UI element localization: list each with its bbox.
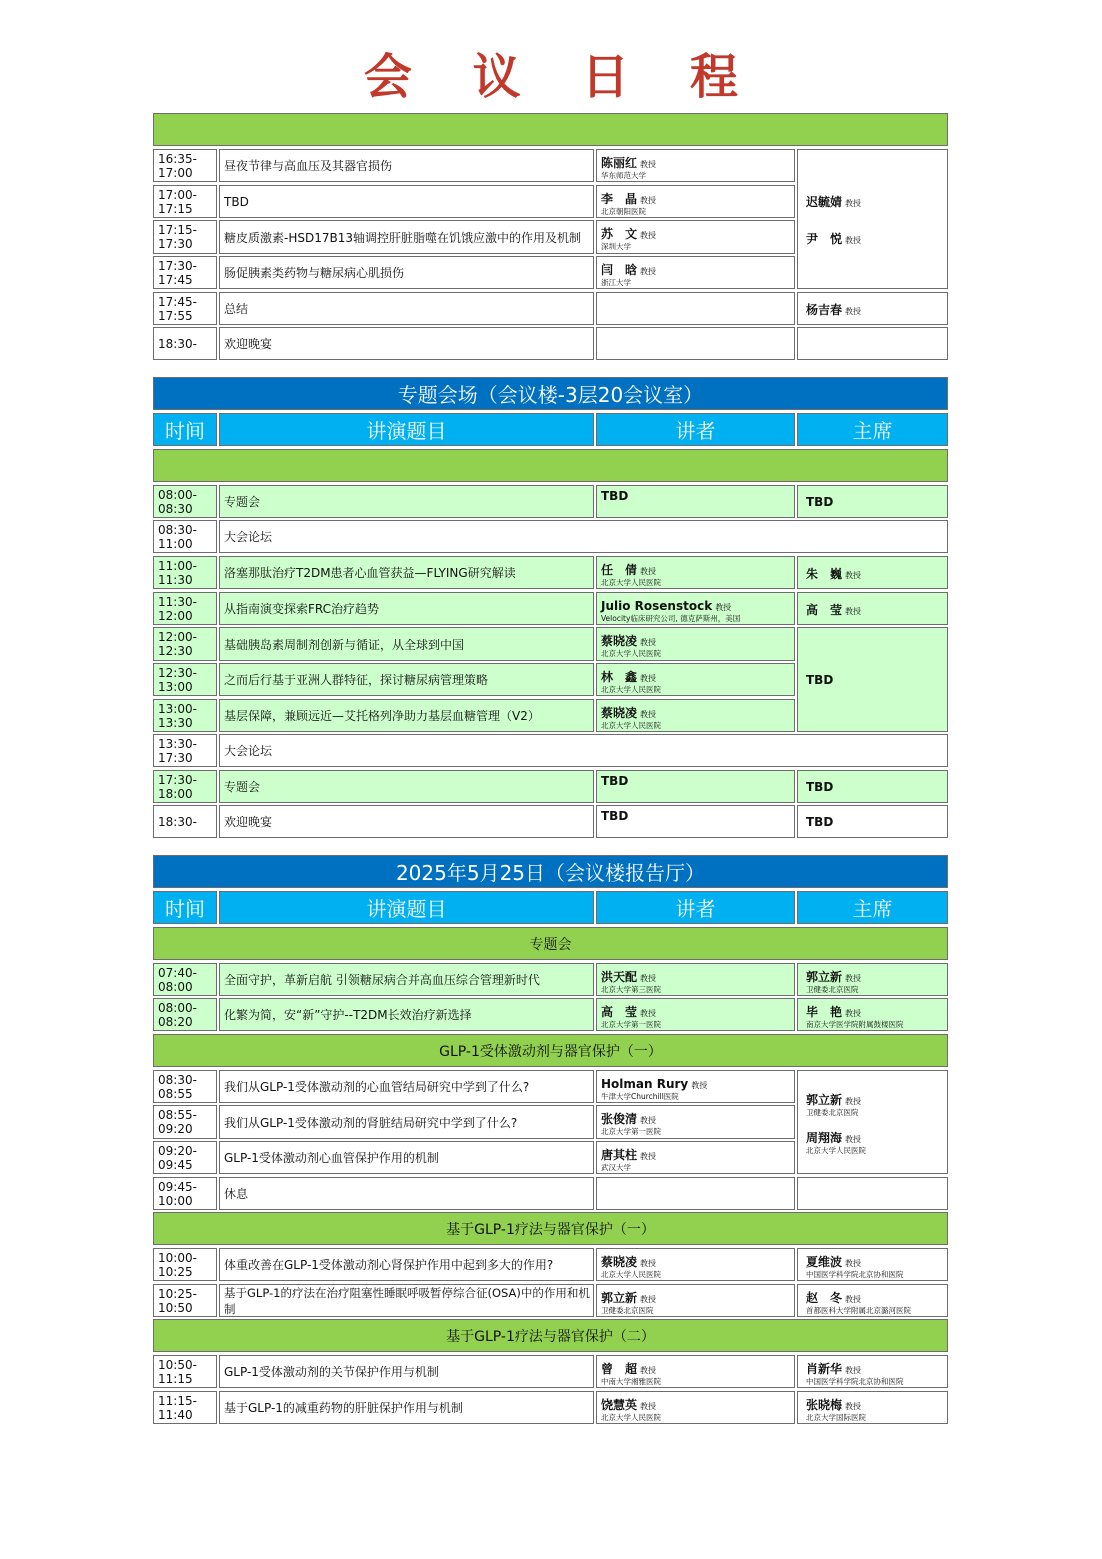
chair-title: 教授: [845, 307, 862, 316]
time-cell: 10:50-11:15: [153, 1355, 217, 1388]
time-cell: 08:30-08:55: [153, 1070, 217, 1103]
chair-cell: TBD: [797, 805, 948, 838]
speaker-name: 闫 晗: [601, 262, 638, 277]
chair-title: 教授: [845, 199, 862, 208]
chair-name: 朱 巍: [806, 567, 843, 581]
speaker-cell: [596, 327, 795, 360]
session-title: GLP-1受体激动剂与器官保护（一）: [153, 1034, 948, 1067]
chair-affiliation: 北京大学国际医院: [806, 1412, 866, 1422]
chair-cell: [797, 592, 948, 625]
speaker-affiliation: 北京大学人民医院: [601, 1412, 661, 1422]
topic-cell: 大会论坛: [219, 520, 948, 553]
session-title: 基于GLP-1疗法与器官保护（二）: [153, 1319, 948, 1352]
chair-cell: TBD: [797, 627, 948, 732]
chair-title: 教授: [845, 1294, 862, 1304]
speaker-name: 郭立新: [601, 1290, 638, 1305]
speaker-cell: [596, 1284, 795, 1317]
speaker-affiliation: 北京大学人民医院: [601, 720, 661, 730]
chair-name: 毕 艳: [806, 1004, 843, 1019]
header-chair: 主席: [797, 413, 948, 446]
speaker-affiliation: 北京大学人民医院: [601, 684, 661, 694]
speaker-name: 蔡晓凌: [601, 634, 638, 648]
speaker-name: 苏 文: [601, 227, 638, 241]
topic-cell: 休息: [219, 1177, 594, 1210]
speaker-cell: [596, 292, 795, 325]
speaker-cell: [596, 1177, 795, 1210]
speaker-title: 教授: [691, 1080, 708, 1090]
session-band: [153, 113, 948, 146]
speaker-cell: [596, 699, 795, 732]
time-cell: 08:30-11:00: [153, 520, 217, 553]
chair-cell: [797, 1177, 948, 1210]
speaker-cell: [596, 1391, 795, 1424]
topic-cell: 基层保障，兼顾远近—艾托格列净助力基层血糖管理（V2）: [219, 699, 594, 732]
chair-title: 教授: [845, 1365, 862, 1375]
chair-title: 教授: [845, 1258, 862, 1268]
header-speaker: 讲者: [596, 413, 795, 446]
speaker-title: 教授: [640, 266, 657, 276]
topic-cell: 昼夜节律与高血压及其器官损伤: [219, 149, 594, 182]
speaker-cell: [596, 185, 795, 218]
speaker-affiliation: 华东师范大学: [601, 170, 646, 180]
speaker-cell: TBD: [596, 805, 795, 838]
speaker-cell: [596, 1105, 795, 1139]
chair-name: 尹 悦: [806, 232, 843, 246]
speaker-cell: [596, 220, 795, 254]
chair-affiliation: 中国医学科学院北京协和医院: [806, 1269, 904, 1279]
chair-name: 高 莹: [806, 603, 843, 617]
time-cell: 13:30-17:30: [153, 734, 217, 767]
time-cell: 17:15-17:30: [153, 220, 217, 254]
time-cell: 07:40-08:00: [153, 963, 217, 996]
speaker-cell: TBD: [596, 485, 795, 518]
time-cell: 17:45-17:55: [153, 292, 217, 325]
topic-cell: 体重改善在GLP-1受体激动剂心肾保护作用中起到多大的作用?: [219, 1248, 594, 1281]
chair-affiliation: 北京大学人民医院: [806, 1146, 866, 1155]
chair-title: 教授: [845, 236, 862, 245]
speaker-cell: [596, 627, 795, 661]
chair-cell: TBD: [797, 770, 948, 803]
topic-cell: 专题会: [219, 485, 594, 518]
chair-name: 赵 冬: [806, 1290, 843, 1305]
header-speaker: 讲者: [596, 891, 795, 924]
speaker-cell: [596, 1355, 795, 1388]
speaker-affiliation: 北京大学人民医院: [601, 577, 661, 587]
speaker-name: 洪天配: [601, 969, 638, 984]
chair-affiliation: 中国医学科学院北京协和医院: [806, 1376, 904, 1386]
speaker-affiliation: 北京大学第一医院: [601, 1019, 661, 1029]
speaker-affiliation: 中南大学湘雅医院: [601, 1376, 661, 1386]
time-cell: 09:45-10:00: [153, 1177, 217, 1210]
time-cell: 11:30-12:00: [153, 592, 217, 625]
header-chair: 主席: [797, 891, 948, 924]
time-cell: 17:00-17:15: [153, 185, 217, 218]
speaker-title: 教授: [640, 1401, 657, 1411]
speaker-title: 教授: [640, 566, 657, 576]
speaker-name: Holman Rury: [601, 1076, 689, 1091]
speaker-title: 教授: [640, 1294, 657, 1304]
speaker-cell: [596, 592, 795, 625]
speaker-name: 张俊清: [601, 1112, 638, 1126]
time-cell: 11:15-11:40: [153, 1391, 217, 1424]
topic-cell: 我们从GLP-1受体激动剂的心血管结局研究中学到了什么?: [219, 1070, 594, 1103]
topic-cell: 欢迎晚宴: [219, 805, 594, 838]
speaker-title: 教授: [640, 673, 657, 683]
time-cell: 18:30-: [153, 327, 217, 360]
chair-cell: [797, 963, 948, 996]
speaker-name: 李 晶: [601, 191, 638, 206]
speaker-affiliation: 北京大学第三医院: [601, 984, 661, 994]
speaker-affiliation: 北京大学人民医院: [601, 1269, 661, 1279]
chair-cell: [797, 292, 948, 325]
topic-cell: 洛塞那肽治疗T2DM患者心血管获益—FLYING研究解读: [219, 556, 594, 589]
session-title: 专题会: [153, 927, 948, 960]
chair-cell: [797, 1391, 948, 1424]
speaker-affiliation: 武汉大学: [601, 1162, 631, 1172]
speaker-affiliation: 北京大学第一医院: [601, 1127, 661, 1136]
chair-affiliation: 南京大学医学院附属鼓楼医院: [806, 1019, 904, 1029]
speaker-name: 唐其柱: [601, 1147, 638, 1162]
speaker-name: 林 鑫: [601, 669, 638, 684]
speaker-affiliation: Velocity临床研究公司, 德克萨斯州，美国: [601, 613, 741, 623]
chair-name: 肖新华: [806, 1361, 843, 1376]
topic-cell: 大会论坛: [219, 734, 948, 767]
time-cell: 11:00-11:30: [153, 556, 217, 589]
chair-name: 迟毓婧: [806, 195, 843, 209]
topic-cell: 我们从GLP-1受体激动剂的肾脏结局研究中学到了什么?: [219, 1105, 594, 1139]
topic-cell: 专题会: [219, 770, 594, 803]
chair-name: 张晓梅: [806, 1397, 843, 1412]
speaker-title: 教授: [640, 1151, 657, 1161]
speaker-title: 教授: [640, 638, 657, 647]
speaker-title: 教授: [640, 1365, 657, 1375]
chair-cell: TBD: [797, 485, 948, 518]
speaker-name: 蔡晓凌: [601, 1254, 638, 1269]
topic-cell: 化繁为简，安“新”守护--T2DM长效治疗新选择: [219, 998, 594, 1031]
time-cell: 12:00-12:30: [153, 627, 217, 661]
speaker-affiliation: 北京朝阳医院: [601, 206, 646, 216]
speaker-title: 教授: [640, 159, 657, 169]
speaker-cell: [596, 256, 795, 289]
chair-cell: [797, 1355, 948, 1388]
speaker-affiliation: 北京大学人民医院: [601, 649, 661, 658]
speaker-cell: [596, 149, 795, 182]
speaker-name: 陈丽红: [601, 155, 638, 170]
time-cell: 13:00-13:30: [153, 699, 217, 732]
speaker-cell: TBD: [596, 770, 795, 803]
chair-title: 教授: [845, 1008, 862, 1018]
topic-cell: GLP-1受体激动剂心血管保护作用的机制: [219, 1141, 594, 1174]
speaker-name: 饶慧英: [601, 1397, 638, 1412]
chair-name: 郭立新: [806, 969, 843, 984]
speaker-affiliation: 深圳大学: [601, 242, 631, 251]
time-cell: 16:35-17:00: [153, 149, 217, 182]
speaker-name: 蔡晓凌: [601, 705, 638, 720]
chair-affiliation: 首都医科大学附属北京潞河医院: [806, 1305, 911, 1315]
speaker-title: 教授: [715, 602, 732, 612]
topic-cell: 总结: [219, 292, 594, 325]
topic-cell: 基础胰岛素周制剂创新与循证，从全球到中国: [219, 627, 594, 661]
topic-cell: 全面守护，革新启航 引领糖尿病合并高血压综合管理新时代: [219, 963, 594, 996]
time-cell: 17:30-17:45: [153, 256, 217, 289]
chair-name: 周翔海: [806, 1131, 843, 1145]
topic-cell: 肠促胰素类药物与糖尿病心肌损伤: [219, 256, 594, 289]
speaker-title: 教授: [640, 1116, 657, 1125]
chair-cell: [797, 149, 948, 289]
chair-cell: [797, 1070, 948, 1174]
section-title: 专题会场（会议楼-3层20会议室）: [153, 377, 948, 410]
page-title: 会 议 日 程: [363, 49, 761, 105]
header-topic: 讲演题目: [219, 891, 594, 924]
section-title: 2025年5月25日（会议楼报告厅）: [153, 855, 948, 888]
chair-cell: [797, 1284, 948, 1317]
speaker-affiliation: 卫健委北京医院: [601, 1305, 654, 1315]
time-cell: 12:30-13:00: [153, 663, 217, 696]
time-cell: 10:25-10:50: [153, 1284, 217, 1317]
topic-cell: TBD: [219, 185, 594, 218]
chair-cell: [797, 998, 948, 1031]
speaker-cell: [596, 556, 795, 589]
chair-affiliation: 卫健委北京医院: [806, 1108, 859, 1117]
chair-name: 夏维波: [806, 1254, 843, 1269]
time-cell: 10:00-10:25: [153, 1248, 217, 1281]
header-topic: 讲演题目: [219, 413, 594, 446]
time-cell: 08:00-08:20: [153, 998, 217, 1031]
header-time: 时间: [153, 891, 217, 924]
chair-cell: [797, 327, 948, 360]
topic-cell: 之而后行基于亚洲人群特征，探讨糖尿病管理策略: [219, 663, 594, 696]
chair-title: 教授: [845, 1401, 862, 1411]
chair-cell: [797, 1248, 948, 1281]
time-cell: 09:20-09:45: [153, 1141, 217, 1174]
speaker-cell: [596, 1070, 795, 1103]
chair-title: 教授: [845, 571, 862, 580]
topic-cell: 基于GLP-1的疗法在治疗阻塞性睡眠呼吸暂停综合征(OSA)中的作用和机制: [219, 1284, 594, 1317]
speaker-cell: [596, 998, 795, 1031]
speaker-name: 曾 超: [601, 1361, 638, 1376]
speaker-name: 任 倩: [601, 562, 638, 577]
chair-title: 教授: [845, 1135, 862, 1144]
speaker-cell: [596, 1248, 795, 1281]
speaker-title: 教授: [640, 973, 657, 983]
topic-cell: 糖皮质激素-HSD17B13轴调控肝脏脂噬在饥饿应激中的作用及机制: [219, 220, 594, 254]
speaker-title: 教授: [640, 195, 657, 205]
speaker-title: 教授: [640, 231, 657, 240]
speaker-title: 教授: [640, 1008, 657, 1018]
session-title: 基于GLP-1疗法与器官保护（一）: [153, 1212, 948, 1245]
time-cell: 08:55-09:20: [153, 1105, 217, 1139]
speaker-cell: [596, 963, 795, 996]
chair-name: 杨吉春: [806, 303, 843, 317]
chair-cell: [797, 556, 948, 589]
time-cell: 18:30-: [153, 805, 217, 838]
chair-name: 郭立新: [806, 1093, 843, 1107]
speaker-cell: [596, 663, 795, 696]
speaker-affiliation: 牛津大学Churchill医院: [601, 1091, 679, 1101]
session-band: [153, 449, 948, 482]
chair-title: 教授: [845, 607, 862, 616]
speaker-title: 教授: [640, 1258, 657, 1268]
chair-title: 教授: [845, 973, 862, 983]
speaker-name: 高 莹: [601, 1004, 638, 1019]
topic-cell: GLP-1受体激动剂的关节保护作用与机制: [219, 1355, 594, 1388]
topic-cell: 基于GLP-1的减重药物的肝脏保护作用与机制: [219, 1391, 594, 1424]
speaker-name: Julio Rosenstock: [601, 598, 713, 613]
time-cell: 08:00-08:30: [153, 485, 217, 518]
chair-affiliation: 卫健委北京医院: [806, 984, 859, 994]
speaker-cell: [596, 1141, 795, 1174]
topic-cell: 从指南演变探索FRC治疗趋势: [219, 592, 594, 625]
header-time: 时间: [153, 413, 217, 446]
chair-title: 教授: [845, 1097, 862, 1106]
speaker-title: 教授: [640, 709, 657, 719]
speaker-affiliation: 浙江大学: [601, 277, 631, 287]
topic-cell: 欢迎晚宴: [219, 327, 594, 360]
time-cell: 17:30-18:00: [153, 770, 217, 803]
